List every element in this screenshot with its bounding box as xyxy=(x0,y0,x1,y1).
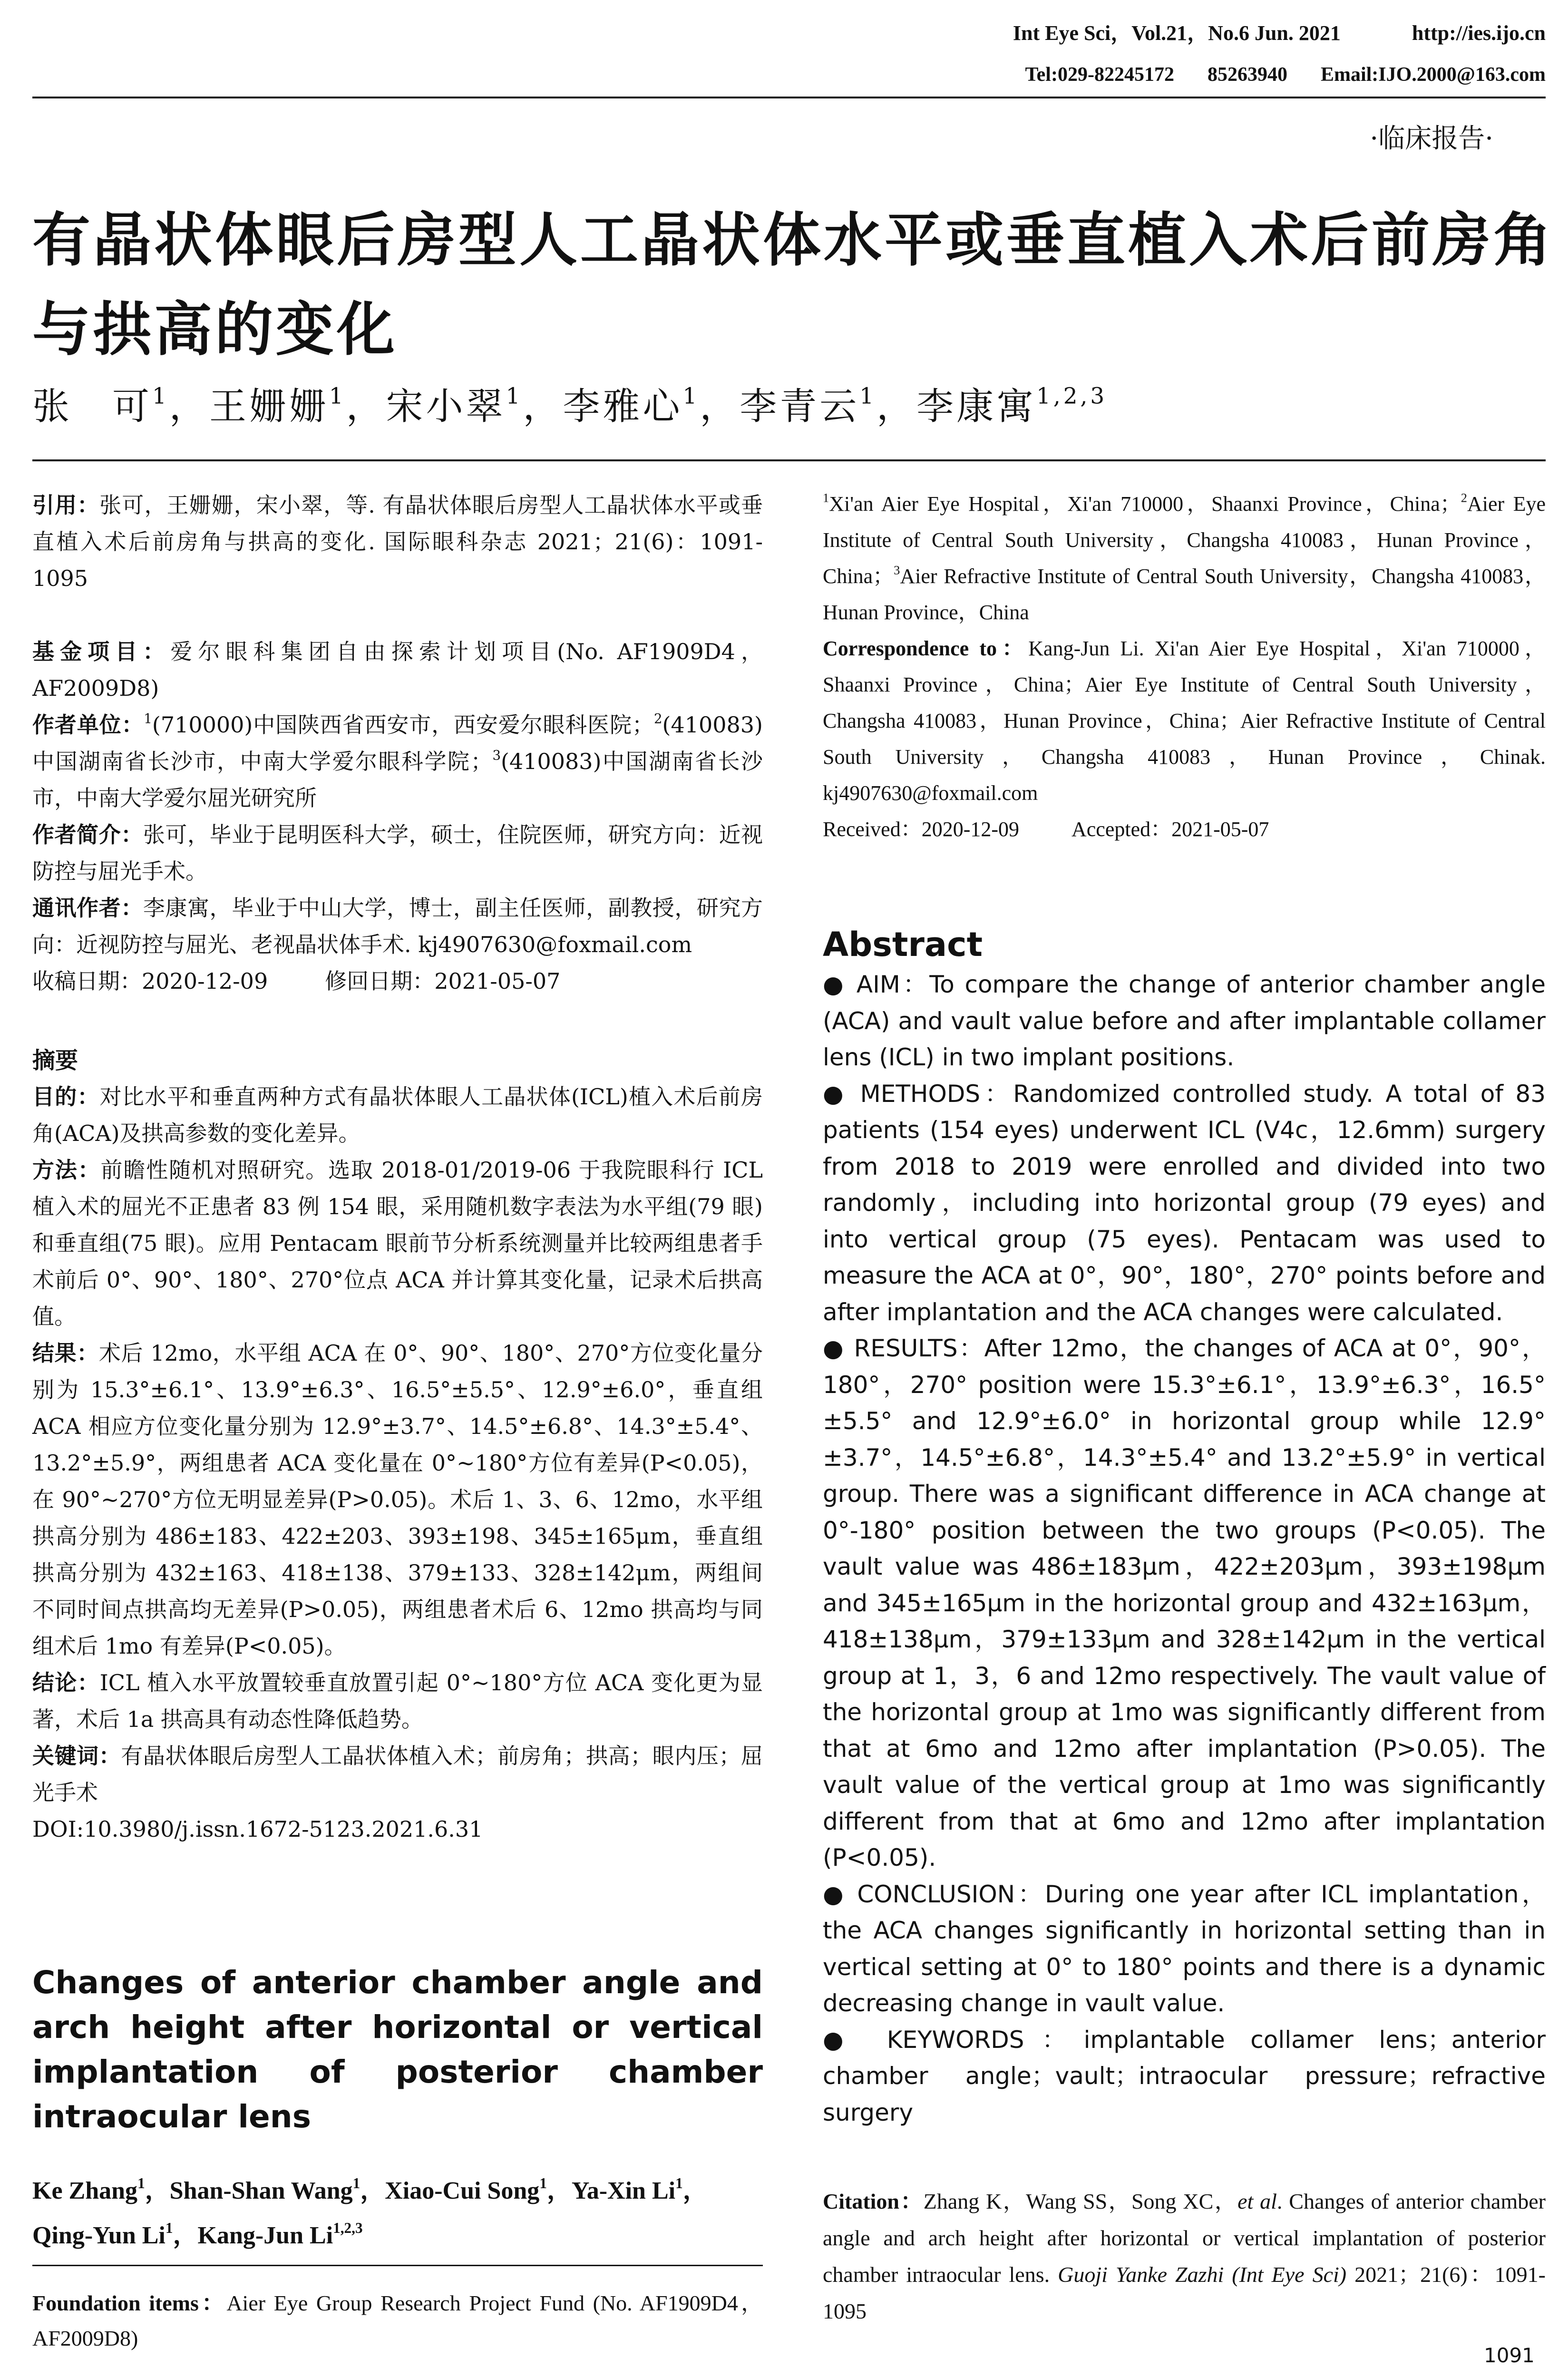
fund-cn: 基金项目：爱尔眼科集团自由探索计划项目(No. AF1909D4，AF2009D8) xyxy=(32,639,763,701)
title-divider xyxy=(32,459,1546,461)
author-cn: 李雅心 xyxy=(563,385,683,428)
author-list-en: Ke Zhang$^1$，Shan-Shan Wang$^1$，Xiao-Cui Song$^1$，Ya-Xin Li$^1$，Qing-Yun Li$^1$，Kang-Jun Li$^{1,2,3}$ xyxy=(32,2175,708,2249)
bullet-icon: ● xyxy=(823,1080,848,1108)
page-number: 1091 xyxy=(1484,2344,1535,2367)
methods-en: ● METHODS：Randomized controlled study. A total of 83 patients (154 eyes) underwent ICL (V4c，12.6mm) surgery from 2018 to 2019 were enrolled and divided into two randomly，including into horizontal group (79 eyes) and into vertical group (75 eyes). Pentacam was used to measure the ACA at 0°，90°，180°，270° points before and after implantation and the ACA changes were calculated. xyxy=(823,1080,1546,1326)
author-en: Kang-Jun Li xyxy=(197,2222,333,2249)
foundation-en: Foundation items：Aier Eye Group Research Project Fund (No. AF1909D4，AF2009D8) xyxy=(32,2291,763,2350)
journal-url[interactable]: http://ies.ijo.cn xyxy=(1412,21,1546,45)
abstract-en xyxy=(823,966,1546,2131)
aim-en: ● AIM：To compare the change of anterior chamber angle (ACA) and vault value before and after implantable collamer lens (ICL) in two implant positions. xyxy=(823,971,1546,1071)
abstract-cn xyxy=(32,1079,763,1848)
citation-cn: 引用：张可，王姗姗，宋小翠，等. 有晶状体眼后房型人工晶状体水平或垂直植入术后前房角与拱高的变化. 国际眼科杂志 2021；21(6)：1091-1095 xyxy=(32,492,763,591)
author-en: Shan-Shan Wang xyxy=(169,2177,353,2204)
author-intro-cn: 作者简介：张可，毕业于昆明医科大学，硕士，住院医师，研究方向：近视防控与屈光手术。 xyxy=(32,822,763,884)
aim-cn: 目的：对比水平和垂直两种方式有晶状体眼人工晶状体(ICL)植入术后前房角(ACA)及拱高参数的变化差异。 xyxy=(32,1084,763,1146)
author-cn: 李青云 xyxy=(740,385,860,428)
results-cn: 结果：术后 12mo，水平组 ACA 在 0°、90°、180°、270°方位变化量分别为 15.3°±6.1°、13.9°±6.3°、16.5°±5.5°、12.9°±6.0°，垂直组 ACA 相应方位变化量分别为 12.9°±3.7°、14.5°±6.8°、14.3°±5.4°、13.2°±5.9°，两组患者 ACA 变化量在 0°~180°方位有差异(P<0.05)，在 90°~270°方位无明显差异(P>0.05)。术后 1、3、6、12mo，水平组拱高分别为 486±183、422±203、393±198、345±165μm，垂直组拱高分别为 432±163、418±138、379±133、328±142μm，两组间不同时间点拱高均无差异(P>0.05)，两组患者术后 6、12mo 拱高均与同组术后 1mo 有差异(P<0.05)。 xyxy=(32,1340,763,1659)
journal-email[interactable]: Email:IJO.2000@163.com xyxy=(1320,64,1546,86)
results-en: ● RESULTS：After 12mo，the changes of ACA at 0°，90°，180°，270° position were 15.3°±6.1°，13.9°±6.3°，16.5°±5.5° and 12.9°±6.0° in horizontal group while 12.9°±3.7°，14.5°±6.8°，14.3°±5.4° and 13.2°±5.9° in vertical group. There was a significant difference in ACA change at 0°-180° position between the two groups (P<0.05). The vault value was 486±183μm，422±203μm，393±198μm and 345±165μm in the horizontal group and 432±163μm，418±138μm，379±133μm and 328±142μm in the vertical group at 1，3，6 and 12mo respectively. The vault value of the horizontal group at 1mo was significantly different from that at 6mo and 12mo after implantation (P>0.05). The vault value of the vertical group at 1mo was significantly different from that at 6mo and 12mo after implantation (P<0.05). xyxy=(823,1335,1546,1871)
conclusion-cn: 结论：ICL 植入水平放置较垂直放置引起 0°~180°方位 ACA 变化更为显著，术后 1a 拱高具有动态性降低趋势。 xyxy=(32,1670,763,1732)
english-header-divider xyxy=(32,2265,763,2266)
author-en: Ya-Xin Li xyxy=(571,2177,676,2204)
keywords-cn: 关键词：有晶状体眼后房型人工晶状体植入术；前房角；拱高；眼内压；屈光手术 xyxy=(32,1743,763,1805)
author-cn: 李康寓 xyxy=(916,385,1037,428)
correspondence-cn: 通讯作者：李康寓，毕业于中山大学，博士，副主任医师，副教授，研究方向：近视防控与屈光、老视晶状体手术. kj4907630@foxmail.com xyxy=(32,895,763,957)
affiliation-mark: 1 xyxy=(682,383,700,409)
affiliation-cn: 作者单位：$^1$(710000)中国陕西省西安市，西安爱尔眼科医院；$^2$(410083)中国湖南省长沙市，中南大学爱尔眼科学院；$^3$(410083)中国湖南省长沙市，中南大学爱尔屈光研究所 xyxy=(32,711,763,811)
affiliations-en: $^1$Xi'an Aier Eye Hospital，Xi'an 710000，Shaanxi Province，China；$^2$Aier Eye Institute of Central South University，Changsha 410083，Hunan Province，China；$^3$Aier Refractive Institute of Central South University，Changsha 410083，Hunan Province，China xyxy=(823,490,1546,624)
affiliation-mark: 1,2,3 xyxy=(1036,383,1108,409)
bullet-icon: ● xyxy=(823,2026,862,2054)
journal-fax: 85263940 xyxy=(1207,64,1287,86)
article-metadata-cn xyxy=(32,487,763,1000)
article-title-cn: 有晶状体眼后房型人工晶状体水平或垂直植入术后前房角与拱高的变化 xyxy=(32,205,1554,363)
author-en: Xiao-Cui Song xyxy=(385,2177,540,2204)
affiliation-mark: 1 xyxy=(152,383,169,409)
header-divider xyxy=(32,97,1546,98)
bullet-icon: ● xyxy=(823,971,847,998)
author-cn: 王姗姗 xyxy=(209,385,329,428)
author-en: Qing-Yun Li xyxy=(32,2222,166,2249)
article-metadata-en xyxy=(823,486,1546,848)
doi[interactable]: DOI:10.3980/j.issn.1672-5123.2021.6.31 xyxy=(32,1816,483,1842)
affiliation-mark: 1 xyxy=(859,383,877,409)
author-cn: 宋小翠 xyxy=(386,385,506,428)
affiliation-mark: 1 xyxy=(329,383,346,409)
author-cn: 张 可 xyxy=(32,385,153,428)
conclusion-en: ● CONCLUSION：During one year after ICL implantation，the ACA changes significantly in horizontal setting than in vertical setting at 0° to 180° points and there is a dynamic decreasing change in vault value. xyxy=(823,1880,1546,2017)
abstract-heading-cn: 摘要 xyxy=(32,1047,78,1074)
affiliation-mark: 1 xyxy=(506,383,523,409)
journal-tel: Tel:029-82245172 xyxy=(1025,64,1174,86)
author-en: Ke Zhang xyxy=(32,2177,138,2204)
bullet-icon: ● xyxy=(823,1335,845,1362)
keywords-en: ● KEYWORDS：implantable collamer lens；anterior chamber angle；vault；intraocular pressure；refractive surgery xyxy=(823,2026,1546,2126)
journal-contact xyxy=(0,61,1546,88)
correspondence-en: Correspondence to：Kang-Jun Li. Xi'an Aier Eye Hospital，Xi'an 710000，Shaanxi Province，China；Aier Eye Institute of Central South University，Changsha 410083，Hunan Province，China；Aier Refractive Institute of Central South University，Changsha 410083，Hunan Province，Chinak. kj4907630@foxmail.com xyxy=(823,637,1546,805)
dates-en: Received：2020-12-09 Accepted：2021-05-07 xyxy=(823,818,1269,841)
section-tag: ·临床报告· xyxy=(1370,123,1493,154)
abstract-heading-en: Abstract xyxy=(823,925,983,964)
journal-issue: Int Eye Sci，Vol.21，No.6 Jun. 2021 xyxy=(1013,21,1341,45)
citation-en: Citation：Zhang K，Wang SS，Song XC，et al. Changes of anterior chamber angle and arch height after horizontal or vertical implantation of posterior chamber intraocular lens. Guoji Yanke Zazhi (Int Eye Sci) 2021；21(6)：1091-1095 xyxy=(823,2189,1546,2323)
bullet-icon: ● xyxy=(823,1880,847,1908)
running-header xyxy=(0,19,1546,48)
dates-cn: 收稿日期：2020-12-09 修回日期：2021-05-07 xyxy=(32,968,561,994)
author-list-cn: 张 可$^1$，王姗姗$^1$，宋小翠$^1$，李雅心$^1$，李青云$^1$，李康寓$^{1,2,3}$ xyxy=(32,383,1108,428)
article-title-en: Changes of anterior chamber angle and arch height after horizontal or vertical implantation of posterior chamber intraocular lens xyxy=(32,1964,763,2135)
methods-cn: 方法：前瞻性随机对照研究。选取 2018-01/2019-06 于我院眼科行 ICL 植入术的屈光不正患者 83 例 154 眼，采用随机数字表法为水平组(79 眼)和垂直组(75 眼)。应用 Pentacam 眼前节分析系统测量并比较两组患者手术前后 0°、90°、180°、270°位点 ACA 并计算其变化量，记录术后拱高值。 xyxy=(32,1157,763,1329)
